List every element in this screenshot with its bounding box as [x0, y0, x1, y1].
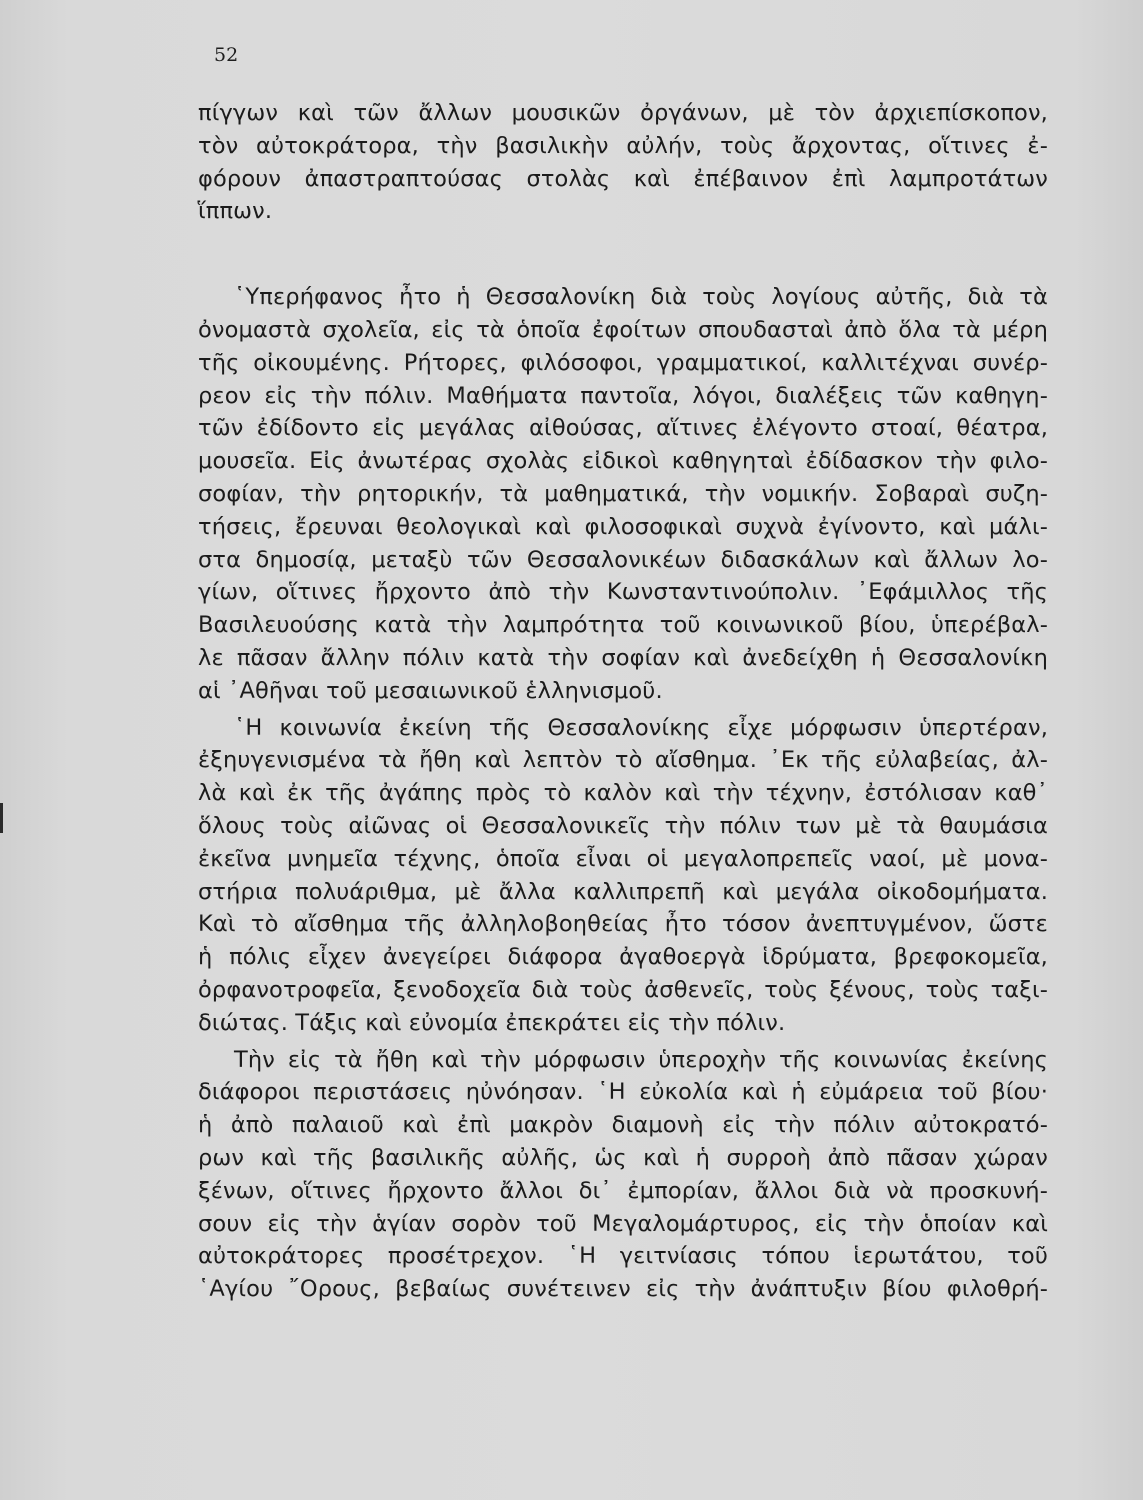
text-line: διώτας. Τάξις καὶ εὐνομία ἐπεκράτει εἰς τὴν πόλιν. [198, 1009, 786, 1036]
paragraph-1 [198, 97, 1048, 228]
text-line: τῆς οἰκουμένης. Ρήτορες, φιλόσοφοι, γραμματικοί, καλλιτέχναι συνέρ- [198, 349, 1048, 376]
text-line: τῶν ἐδίδοντο εἰς μεγάλας αἰθούσας, αἵτινες ἐλέγοντο στοαί, θέατρα, [198, 415, 1048, 442]
text-line: διάφοροι περιστάσεις ηὐνόησαν. ῾Η εὐκολία καὶ ἡ εὐμάρεια τοῦ βίου· [198, 1079, 1048, 1106]
paragraph-3 [198, 712, 1048, 1040]
body-text [198, 97, 1048, 1306]
text-line: λὰ καὶ ἐκ τῆς ἀγάπης πρὸς τὸ καλὸν καὶ τὴν τέχνην, ἐστόλισαν καθ᾿ [198, 780, 1048, 807]
text-line: πίγγων καὶ τῶν ἄλλων μουσικῶν ὀργάνων, μὲ τὸν ἀρχιεπίσκοπον, [198, 100, 1048, 126]
text-line: σοφίαν, τὴν ρητορικήν, τὰ μαθηματικά, τὴν νομικήν. Σοβαραὶ συζη- [198, 480, 1048, 507]
text-line: ὅλους τοὺς αἰῶνας οἱ Θεσσαλονικεῖς τὴν πόλιν των μὲ τὰ θαυμάσια [198, 812, 1048, 839]
text-line: ρων καὶ τῆς βασιλικῆς αὐλῆς, ὡς καὶ ἡ συρροὴ ἀπὸ πᾶσαν χώραν [198, 1144, 1048, 1171]
page-number: 52 [214, 44, 239, 66]
text-line: ἐξηυγενισμένα τὰ ἤθη καὶ λεπτὸν τὸ αἴσθημα. ᾿Εκ τῆς εὐλαβείας, ἀλ- [198, 747, 1048, 774]
text-line: ἡ πόλις εἶχεν ἀνεγείρει διάφορα ἀγαθοεργὰ ἱδρύματα, βρεφοκομεῖα, [198, 944, 1048, 971]
text-line: ῾Αγίου ῎Ορους, βεβαίως συνέτεινεν εἰς τὴν ἀνάπτυξιν βίου φιλοθρή- [198, 1276, 1048, 1303]
text-line: φόρουν ἀπαστραπτούσας στολὰς καὶ ἐπέβαινον ἐπὶ λαμπροτάτων [198, 165, 1048, 192]
text-line: ῾Υπερήφανος ἦτο ἡ Θεσσαλονίκη διὰ τοὺς λογίους αὐτῆς, διὰ τὰ [234, 284, 1048, 311]
paragraph-4 [198, 1044, 1048, 1306]
text-line: ξένων, οἵτινες ἤρχοντο ἄλλοι δι᾿ ἐμπορίαν, ἄλλοι διὰ νὰ προσκυνή- [198, 1177, 1048, 1204]
text-line: λε πᾶσαν ἄλλην πόλιν κατὰ τὴν σοφίαν καὶ ἀνεδείχθη ἡ Θεσσαλονίκη [198, 644, 1048, 671]
text-line: γίων, οἵτινες ἤρχοντο ἀπὸ τὴν Κωνσταντινούπολιν. ᾿Εφάμιλλος τῆς [198, 579, 1048, 606]
text-line: ρεον εἰς τὴν πόλιν. Μαθήματα παντοῖα, λόγοι, διαλέξεις τῶν καθηγη- [198, 382, 1048, 409]
text-line: Καὶ τὸ αἴσθημα τῆς ἀλληλοβοηθείας ἦτο τόσον ἀνεπτυγμένον, ὥστε [198, 911, 1048, 938]
text-line: ἵππων. [198, 198, 273, 225]
paragraph-2 [198, 281, 1048, 707]
text-line: αἱ ᾿Αθῆναι τοῦ μεσαιωνικοῦ ἑλληνισμοῦ. [198, 677, 663, 704]
text-line: ὀνομαστὰ σχολεῖα, εἰς τὰ ὁποῖα ἐφοίτων σπουδασταὶ ἀπὸ ὅλα τὰ μέρη [198, 316, 1048, 343]
text-line: στήρια πολυάριθμα, μὲ ἄλλα καλλιπρεπῆ καὶ μεγάλα οἰκοδομήματα. [198, 878, 1048, 905]
paragraph-spacer [198, 228, 1048, 281]
text-line: Τὴν εἰς τὰ ἤθη καὶ τὴν μόρφωσιν ὑπεροχὴν τῆς κοινωνίας ἐκείνης [234, 1046, 1048, 1073]
text-line: τὸν αὐτοκράτορα, τὴν βασιλικὴν αὐλήν, τοὺς ἄρχοντας, οἵτινες ἐ- [198, 132, 1048, 159]
text-line: αὐτοκράτορες προσέτρεχον. ῾Η γειτνίασις τόπου ἱερωτάτου, τοῦ [198, 1243, 1048, 1270]
text-line: τήσεις, ἔρευναι θεολογικαὶ καὶ φιλοσοφικαὶ συχνὰ ἐγίνοντο, καὶ μάλι- [198, 513, 1048, 540]
text-line: μουσεῖα. Εἰς ἀνωτέρας σχολὰς εἰδικοὶ καθηγηταὶ ἐδίδασκον τὴν φιλο- [198, 448, 1048, 475]
text-line: στα δημοσίᾳ, μεταξὺ τῶν Θεσσαλονικέων διδασκάλων καὶ ἄλλων λο- [198, 546, 1048, 573]
text-line: ἐκεῖνα μνημεῖα τέχνης, ὁποῖα εἶναι οἱ μεγαλοπρεπεῖς ναοί, μὲ μονα- [198, 845, 1048, 872]
text-line: σουν εἰς τὴν ἁγίαν σορὸν τοῦ Μεγαλομάρτυρος, εἰς τὴν ὁποίαν καὶ [198, 1210, 1048, 1237]
text-line: ῾Η κοινωνία ἐκείνη τῆς Θεσσαλονίκης εἶχε μόρφωσιν ὑπερτέραν, [234, 714, 1048, 741]
text-line: ἡ ἀπὸ παλαιοῦ καὶ ἐπὶ μακρὸν διαμονὴ εἰς τὴν πόλιν αὐτοκρατό- [198, 1112, 1048, 1139]
scan-edge-mark [0, 803, 3, 833]
text-line: ὀρφανοτροφεῖα, ξενοδοχεῖα διὰ τοὺς ἀσθενεῖς, τοὺς ξένους, τοὺς ταξι- [198, 976, 1048, 1003]
text-line: Βασιλευούσης κατὰ τὴν λαμπρότητα τοῦ κοινωνικοῦ βίου, ὑπερέβαλ- [198, 612, 1048, 639]
